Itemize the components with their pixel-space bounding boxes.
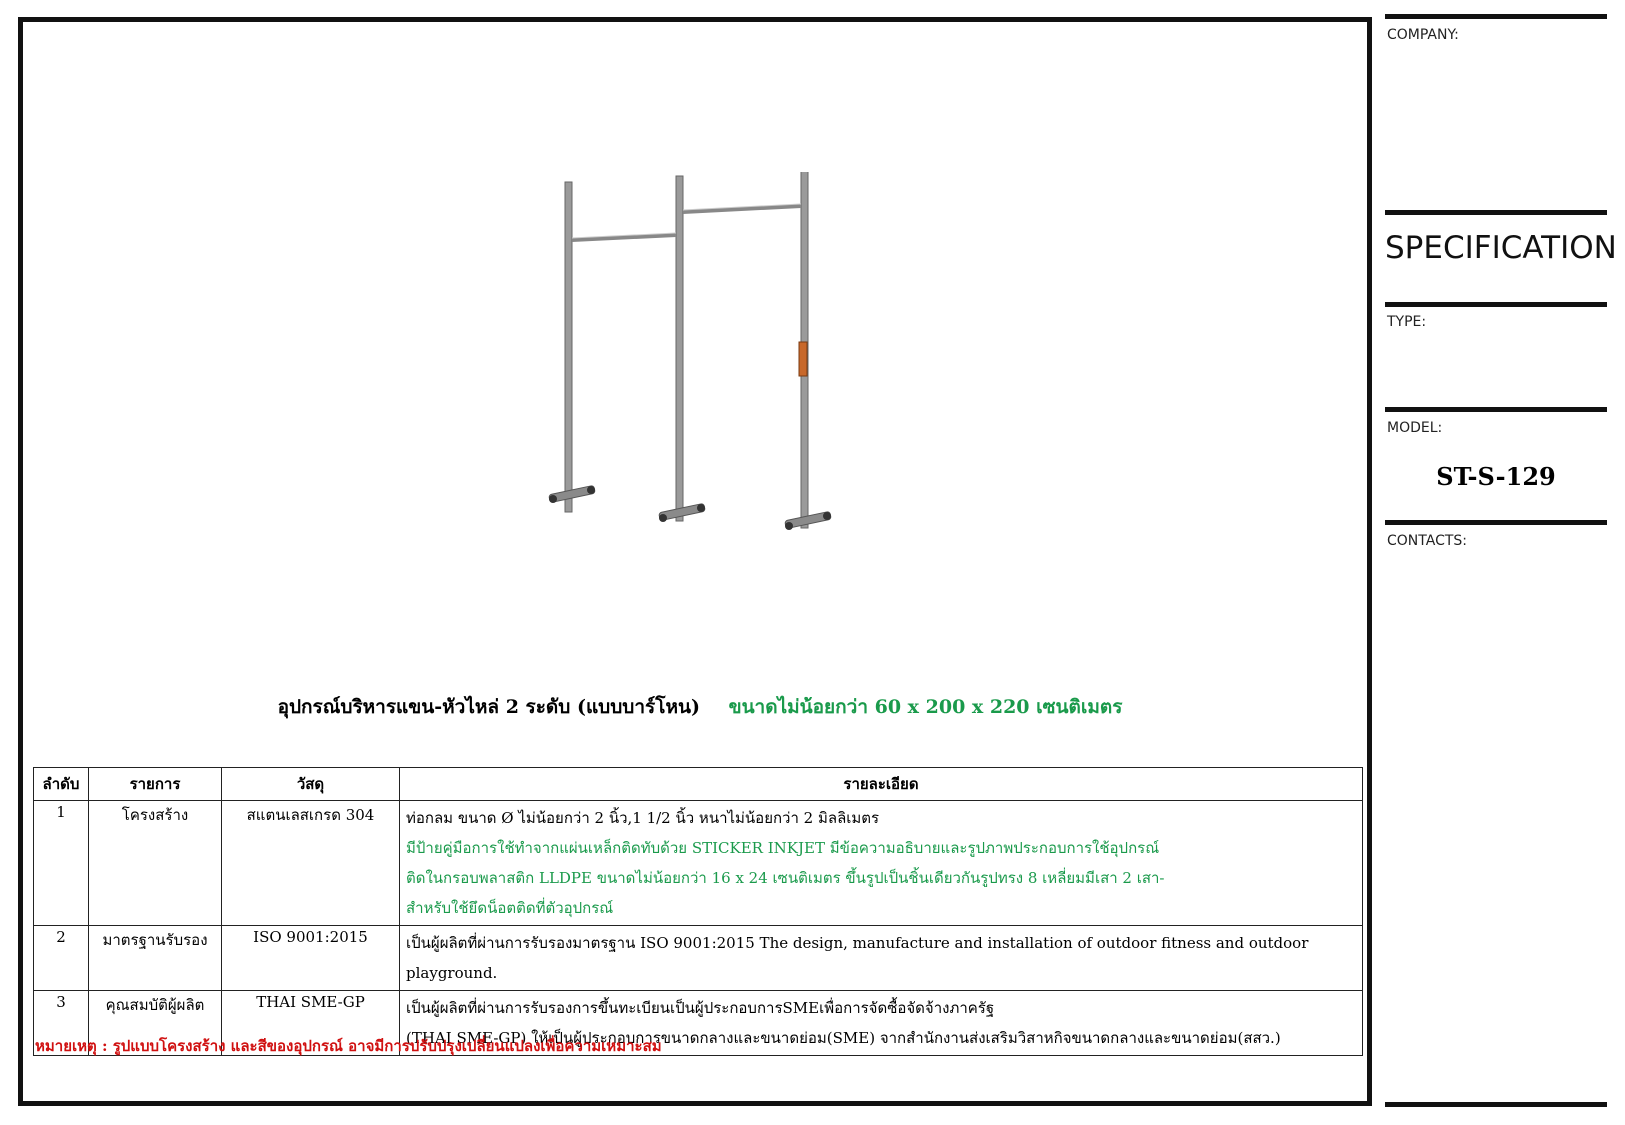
detail-line: (THAI SME-GP) ให้เป็นผู้ประกอบการขนาดกลางและขนาดย่อม(SME) จากสำนักงานส่งเสริมวิสาหกิจขนาดกลางและขนาดย่อม(สสว.) [406, 1029, 1281, 1047]
table-header-row [34, 768, 1363, 801]
header-material: วัสดุ [222, 768, 400, 801]
header-detail: รายละเอียด [400, 768, 1363, 801]
detail-line: สำหรับใช้ยึดน็อตติดที่ตัวอุปกรณ์ [406, 899, 614, 917]
divider [1385, 520, 1607, 525]
title-block [1385, 0, 1617, 1125]
disclaimer-note: หมายเหตุ : รูปแบบโครงสร้าง และสีของอุปกรณ์ อาจมีการปรับปรุงเปลี่ยนแปลงเพื่อความเหมาะสม [35, 1037, 662, 1055]
divider [1385, 14, 1607, 19]
row-material: ISO 9001:2015 [222, 926, 400, 991]
company-label: COMPANY: [1387, 27, 1459, 43]
row-no: 1 [34, 801, 89, 926]
product-caption [23, 692, 1377, 722]
detail-line: ท่อกลม ขนาด Ø ไม่น้อยกว่า 2 นิ้ว,1 1/2 นิ้ว หนาไม่น้อยกว่า 2 มิลลิเมตร [406, 809, 880, 827]
divider [1385, 1102, 1607, 1107]
row-no: 3 [34, 991, 89, 1056]
table-row [34, 926, 1363, 991]
product-illustration [543, 172, 863, 562]
row-material: สแตนเลสเกรด 304 [222, 801, 400, 926]
model-label: MODEL: [1387, 420, 1443, 436]
contacts-label: CONTACTS: [1387, 533, 1467, 549]
detail-line: เป็นผู้ผลิตที่ผ่านการรับรองมาตรฐาน ISO 9001:2015 The design, manufacture and installation of outdoor fitness and outdoor playground. [406, 934, 1309, 982]
model-value: ST-S-129 [1436, 462, 1556, 491]
divider [1385, 407, 1607, 412]
type-label: TYPE: [1387, 314, 1427, 330]
product-size: ขนาดไม่น้อยกว่า 60 x 200 x 220 เซนติเมตร [728, 696, 1123, 718]
row-item: โครงสร้าง [89, 801, 222, 926]
specification-title: SPECIFICATION [1385, 230, 1617, 266]
header-no: ลำดับ [34, 768, 89, 801]
row-material: THAI SME-GP [222, 991, 400, 1056]
divider [1385, 302, 1607, 307]
row-item: มาตรฐานรับรอง [89, 926, 222, 991]
row-item: คุณสมบัติผู้ผลิต [89, 991, 222, 1056]
row-no: 2 [34, 926, 89, 991]
table-row [34, 801, 1363, 926]
row-detail [400, 926, 1363, 991]
product-name: อุปกรณ์บริหารแขน-หัวไหล่ 2 ระดับ (แบบบาร์โหน) [277, 696, 700, 718]
drawing-frame [18, 17, 1372, 1106]
detail-line: เป็นผู้ผลิตที่ผ่านการรับรองการขึ้นทะเบียนเป็นผู้ประกอบการSMEเพื่อการจัดซื้อจัดจ้างภาครัฐ [406, 999, 995, 1017]
detail-line: ติดในกรอบพลาสติก LLDPE ขนาดไม่น้อยกว่า 16 x 24 เซนติเมตร ขึ้นรูปเป็นชิ้นเดียวกันรูปทรง 8 เหลี่ยมมีเสา 2 เสา- [406, 869, 1165, 887]
divider [1385, 210, 1607, 215]
header-item: รายการ [89, 768, 222, 801]
spec-table [33, 767, 1363, 1056]
row-detail [400, 801, 1363, 926]
detail-line: มีป้ายคู่มือการใช้ทำจากแผ่นเหล็กติดทับด้วย STICKER INKJET มีข้อความอธิบายและรูปภาพประกอบการใช้อุปกรณ์ [406, 839, 1160, 857]
